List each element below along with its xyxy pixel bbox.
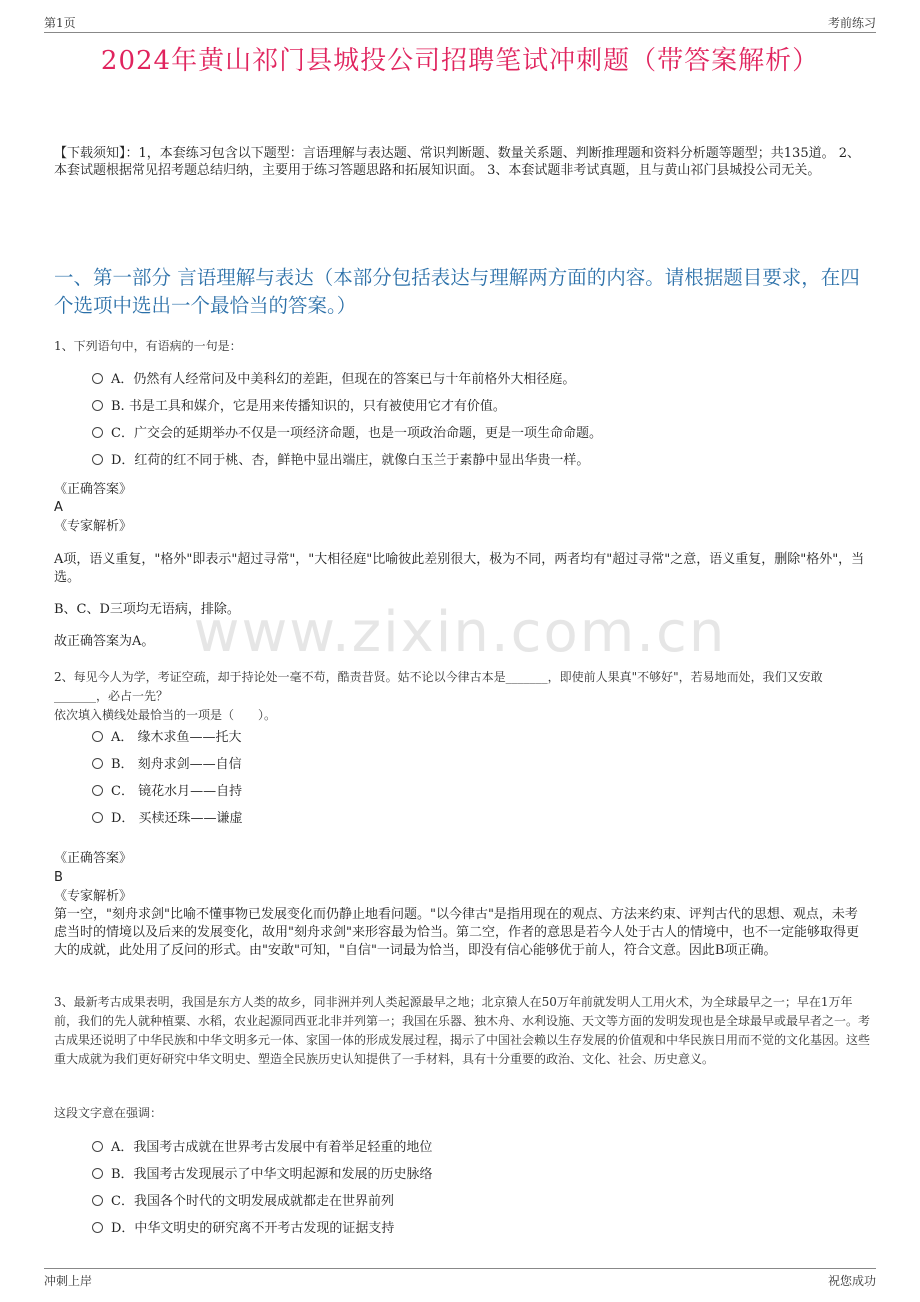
q3-option-c[interactable] [92, 1192, 394, 1212]
q3-option-d[interactable] [92, 1219, 394, 1239]
radio-icon[interactable] [92, 1141, 103, 1152]
page-number: 第1页 [44, 16, 76, 30]
question-2-stem: 2、每见今人为学，考证空疏，却于持论处一毫不苟，酷责昔贤。姑不论以今律古本是_______，即使前人果真"不够好"，若易地而处，我们又安敢_______，必占一先？ [54, 670, 823, 703]
q1-option-c[interactable] [92, 424, 602, 444]
q3-option-a[interactable] [92, 1138, 432, 1158]
header-label: 考前练习 [827, 16, 876, 30]
q3-option-b[interactable] [92, 1165, 433, 1185]
q1-analysis-1: A项，语义重复，"格外"即表示"超过寻常"，"大相径庭"比喻彼此差别很大，极为不同，两者均有"超过寻常"之意，语义重复，删除"格外"，当选。 [54, 552, 865, 585]
q2-option-b[interactable] [92, 755, 242, 775]
watermark: www.zixin.com.cn [193, 600, 727, 665]
radio-icon[interactable] [92, 758, 103, 769]
q1-correct-label: 《正确答案》 [54, 482, 133, 497]
q2-correct-answer: B [54, 870, 63, 885]
section-heading: 一、第一部分 言语理解与表达（本部分包括表达与理解两方面的内容。请根据题目要求，在四个选项中选出一个最恰当的答案。） [54, 266, 860, 317]
radio-icon[interactable] [92, 400, 103, 411]
option-label: B．我国考古发现展示了中华文明起源和发展的历史脉络 [111, 1167, 433, 1182]
q1-analysis-2: B、C、D三项均无语病，排除。 [54, 602, 240, 617]
option-label: C．广交会的延期举办不仅是一项经济命题，也是一项政治命题，更是一项生命命题。 [111, 426, 602, 441]
option-label: A． 缘木求鱼——托大 [111, 730, 242, 745]
q2-option-a[interactable] [92, 728, 242, 748]
question-3-stem: 3、最新考古成果表明，我国是东方人类的故乡，同非洲并列人类起源最早之地；北京猿人在50万年前就发明人工用火术，为全球最早之一；早在1万年前，我们的先人就种植粟、水稻，农业起源同西亚北非并列第一；我国在乐器、独木舟、水利设施、天文等方面的发明发现也是全球最早或最早者之一。考古成果还说明了中华民族和中华文明多元一体、家国一体的形成发展过程，揭示了中国社会赖以生存发展的价值观和中华民族日用而不觉的文化基因。这些重大成就为我们更好研究中华文明史、塑造全民族历史认知提供了一手材料，具有十分重要的政治、文化、社会、历史意义。 [54, 995, 871, 1066]
option-label: D． 买椟还珠——谦虚 [111, 811, 243, 826]
radio-icon[interactable] [92, 454, 103, 465]
option-label: B. 书是工具和媒介，它是用来传播知识的，只有被使用它才有价值。 [111, 399, 506, 414]
radio-icon[interactable] [92, 812, 103, 823]
q1-analysis-label: 《专家解析》 [54, 519, 133, 534]
question-3-prompt: 这段文字意在强调： [54, 1106, 163, 1120]
radio-icon[interactable] [92, 373, 103, 384]
footer-right: 祝您成功 [827, 1274, 876, 1288]
radio-icon[interactable] [92, 785, 103, 796]
footer-divider [44, 1268, 876, 1269]
option-label: D．红荷的红不同于桃、杏，鲜艳中显出端庄，就像白玉兰于素静中显出华贵一样。 [111, 453, 590, 468]
question-2-prompt: 依次填入横线处最恰当的一项是（ ）。 [54, 708, 277, 722]
option-label: A．仍然有人经常问及中美科幻的差距，但现在的答案已与十年前格外大相径庭。 [111, 372, 576, 387]
q2-analysis: 第一空，"刻舟求剑"比喻不懂事物已发展变化而仍静止地看问题。"以今律古"是指用现在的观点、方法来约束、评判古代的思想、观点，未考虑当时的情境以及后来的发展变化，故用"刻舟求剑"来形容最为恰当。第二空，作者的意思是若今人处于古人的情境中，也不一定能够取得更大的成就，此处用了反问的形式。由"安敢"可知，"自信"一词最为恰当，即没有信心能够优于前人，符合文意。因此B项正确。 [54, 907, 859, 958]
q2-analysis-label: 《专家解析》 [54, 889, 133, 904]
q1-option-b[interactable] [92, 397, 506, 417]
radio-icon[interactable] [92, 1168, 103, 1179]
option-label: A．我国考古成就在世界考古发展中有着举足轻重的地位 [111, 1140, 433, 1155]
header-divider [44, 32, 876, 33]
question-1-stem: 1、下列语句中，有语病的一句是： [54, 339, 242, 353]
radio-icon[interactable] [92, 1222, 103, 1233]
footer-left: 冲刺上岸 [44, 1274, 93, 1288]
radio-icon[interactable] [92, 427, 103, 438]
q1-option-a[interactable] [92, 370, 575, 390]
q1-analysis-3: 故正确答案为A。 [54, 634, 155, 649]
option-label: C． 镜花水月——自持 [111, 784, 243, 799]
radio-icon[interactable] [92, 731, 103, 742]
option-label: D．中华文明史的研究离不开考古发现的证据支持 [111, 1221, 395, 1236]
q1-correct-answer: A [54, 500, 63, 515]
download-notice: 【下载须知】：1，本套练习包含以下题型：言语理解与表达题、常识判断题、数量关系题、判断推理题和资料分析题等题型；共135道。 2、本套试题根据常见招考题总结归纳，主要用于练习答题思路和拓展知识面。 3、本套试题非考试真题，且与黄山祁门县城投公司无关。 [54, 146, 860, 178]
q2-option-c[interactable] [92, 782, 242, 802]
q2-option-d[interactable] [92, 809, 243, 829]
radio-icon[interactable] [92, 1195, 103, 1206]
option-label: C．我国各个时代的文明发展成就都走在世界前列 [111, 1194, 394, 1209]
option-label: B． 刻舟求剑——自信 [111, 757, 242, 772]
q1-option-d[interactable] [92, 451, 589, 471]
page-title: 2024年黄山祁门县城投公司招聘笔试冲刺题（带答案解析） [100, 46, 820, 76]
q2-correct-label: 《正确答案》 [54, 851, 133, 866]
